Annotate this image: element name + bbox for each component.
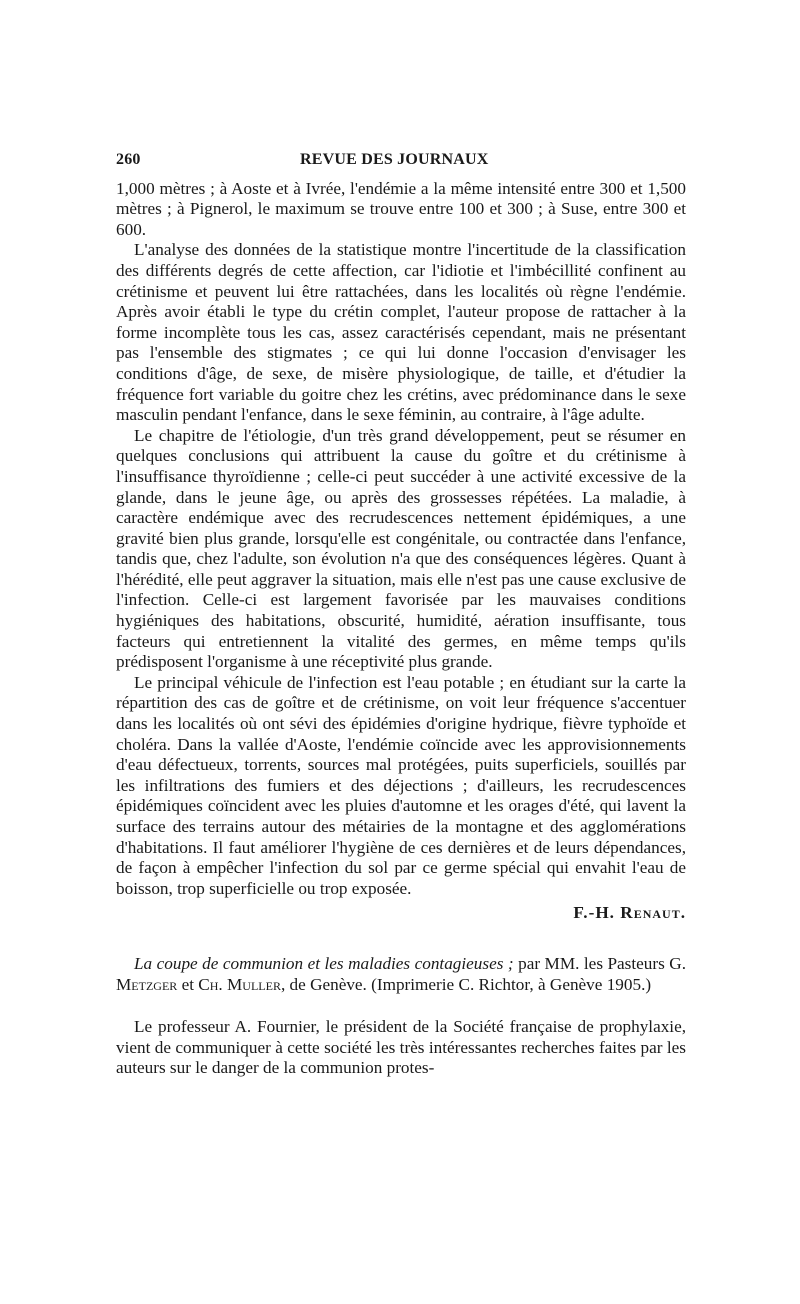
journal-page [116, 150, 686, 1079]
paragraph: 1,000 mètres ; à Aoste et à Ivrée, l'endémie a la même intensité entre 300 et 1,500 mètres ; à Pignerol, le maximum se trouve entre 100 et 300 ; à Suse, entre 300 et 600. [116, 178, 686, 239]
biblio-text: par MM. les Pasteurs [513, 953, 670, 973]
biblio-text: , de Genève. (Imprimerie C. Richtor, à Genève 1905.) [280, 974, 652, 994]
page-number: 260 [116, 151, 141, 168]
paragraph: Le professeur A. Fournier, le président de la Société française de prophylaxie, vient de communiquer à cette société les très intéressantes recherches faites par les auteurs sur le danger de la communion protes- [116, 1017, 686, 1078]
author-signature: F.-H. Renaut. [573, 903, 686, 923]
biblio-text: et [177, 974, 199, 994]
paragraph: Le principal véhicule de l'infection est l'eau potable ; en étudiant sur la carte la répartition des cas de goître et de crétinisme, on voit leur fréquence s'accentuer dans les localités où ont sévi des épidémies d'origine hydrique, fièvre typhoïde et choléra. Dans la vallée d'Aoste, l'endémie coïncide avec les approvisionnements d'eau défectueux, torrents, sources mal protégées, puits superficiels, souillés par les infiltrations des fumiers et des déjections ; d'ailleurs, les recrudescences épidémiques coïncident avec les pluies d'automne et les orages d'été, qui lavent la surface des terrains autour des métairies de la montagne et des agglomérations d'habitations. Il faut améliorer l'hygiène de ces dernières et de leurs dépendances, de façon à empêcher l'infection du sol par ce germe spécial qui envahit l'eau de boisson, trop superficielle ou trop exposée. [116, 672, 686, 898]
running-title: REVUE DES JOURNAUX [300, 151, 489, 168]
book-title: La coupe de communion et les maladies contagieuses ; [134, 953, 514, 973]
author-name: G. Metzger [116, 953, 686, 994]
author-name: Ch. Muller [198, 974, 281, 994]
paragraph: L'analyse des données de la statistique montre l'incertitude de la classification des différents degrés de cette affection, car l'idiotie et l'imbécillité confinent au crétinisme et peuvent lui être rattachées, dans les localités où règne l'endémie. Après avoir établi le type du crétin complet, l'auteur propose de rattacher à la forme incomplète tous les cas, assez caractérisés cependant, mais ne présentant pas l'ensemble des stigmates ; ce qui lui donne l'occasion d'envisager les conditions d'âge, de sexe, de misère physiologique, de taille, et d'étudier la fréquence fort variable du goitre chez les crétins, avec prédominance dans le sexe masculin pendant l'enfance, dans le sexe féminin, au contraire, à l'âge adulte. [116, 240, 686, 425]
page-header [116, 150, 686, 171]
paragraph: Le chapitre de l'étiologie, d'un très grand développement, peut se résumer en quelques conclusions qui attribuent la cause du goître et du crétinisme à l'insuffisance thyroïdienne ; celle-ci peut succéder à une activité excessive de la glande, dans le jeune âge, ou après des grossesses répétées. La maladie, à caractère endémique avec des recrudescences nettement épidémiques, a une gravité bien plus grande, lorsqu'elle est congénitale, ou contractée dans l'enfance, tandis que, chez l'adulte, son évolution n'a que des conséquences légères. Quant à l'hérédité, elle peut aggraver la situation, mais elle n'est pas une cause exclusive de l'infection. Celle-ci est largement favorisée par les mauvaises conditions hygiéniques des habitations, obscurité, humidité, aération insuffisante, tous facteurs qui entretiennent la vitalité des germes, en même temps qu'ils prédisposent l'organisme à une réceptivité plus grande. [116, 425, 686, 672]
bibliographic-entry [116, 954, 686, 995]
